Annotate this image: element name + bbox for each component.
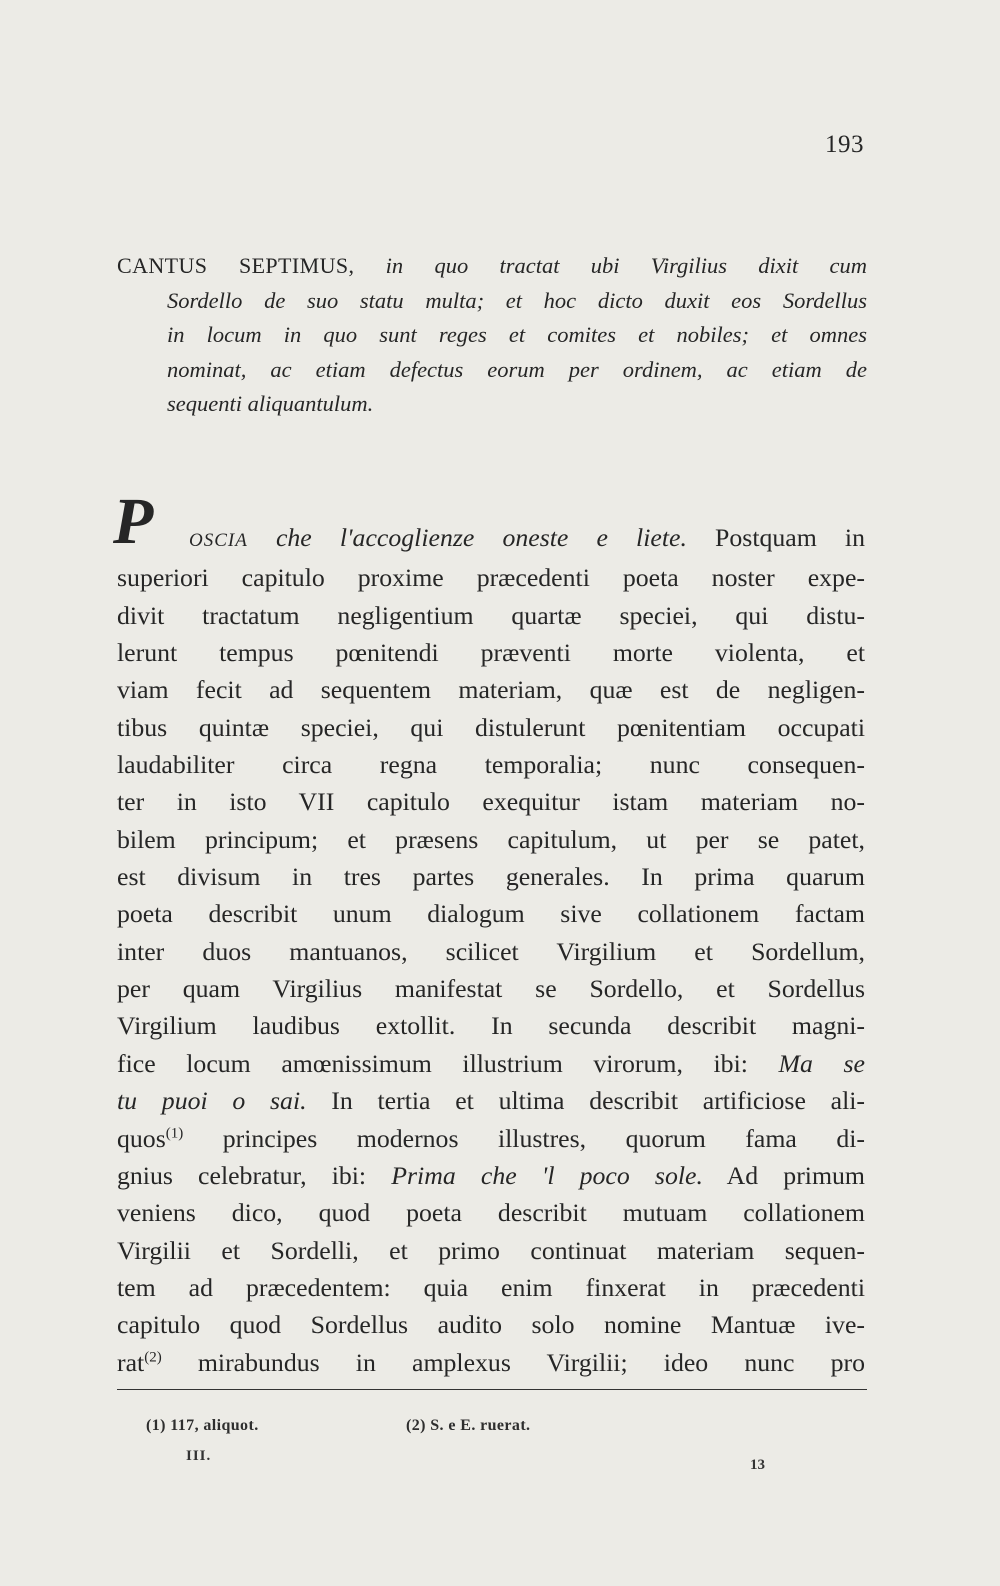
text-line: poeta describit unum dialogum sive collationem factam bbox=[117, 899, 865, 929]
text-line: divit tractatum negligentium quartæ speciei, qui distu- bbox=[117, 600, 865, 630]
heading-line: CANTUS SEPTIMUS, in quo tractat ubi Virgilius dixit cum bbox=[117, 253, 867, 278]
text-line: Virgilium laudibus extollit. In secunda describit magni- bbox=[117, 1011, 865, 1041]
quire-mark: 13 bbox=[750, 1457, 765, 1473]
text-line: capitulo quod Sordellus audito solo nomine Mantuæ ive- bbox=[117, 1310, 865, 1340]
commentary-text bbox=[113, 485, 866, 1381]
canto-title: CANTUS SEPTIMUS, bbox=[117, 253, 355, 278]
text-line: OSCIA che l'accoglienze oneste e liete. Postquam in bbox=[189, 523, 866, 552]
canto-heading bbox=[117, 249, 867, 422]
text-line: lerunt tempus pœnitendi præventi morte violenta, et bbox=[117, 638, 865, 668]
drop-cap: P bbox=[113, 485, 154, 558]
footnote-2: (2) S. e E. ruerat. bbox=[406, 1417, 531, 1434]
volume-signature: III. bbox=[186, 1448, 212, 1464]
text-line: rat$^{(2)}$ mirabundus in amplexus Virgilii; ideo nunc pro bbox=[117, 1347, 865, 1377]
text-line: bilem principum; et præsens capitulum, ut per se patet, bbox=[117, 824, 865, 854]
text-line: Virgilii et Sordelli, et primo continuat materiam sequen- bbox=[117, 1235, 865, 1265]
footnote-ref-2[interactable]: (2) bbox=[144, 1348, 162, 1365]
text-line: inter duos mantuanos, scilicet Virgilium et Sordellum, bbox=[117, 936, 865, 966]
page-number: 193 bbox=[825, 131, 864, 158]
text-line: gnius celebratur, ibi: Prima che 'l poco sole. Ad primum bbox=[117, 1160, 865, 1190]
text-line: per quam Virgilius manifestat se Sordello, et Sordellus bbox=[117, 974, 865, 1004]
text-line: tu puoi o sai. In tertia et ultima describit artificiose ali- bbox=[117, 1086, 865, 1116]
text-line: ter in isto VII capitulo exequitur istam materiam no- bbox=[117, 787, 865, 817]
text-line: quos$^{(1)}$ principes modernos illustres, quorum fama di- bbox=[117, 1123, 865, 1153]
footnote-ref-1[interactable]: (1) bbox=[165, 1124, 184, 1141]
heading-line: nominat, ac etiam defectus eorum per ordinem, ac etiam de bbox=[167, 356, 867, 382]
text-line: laudabiliter circa regna temporalia; nunc consequen- bbox=[117, 750, 865, 780]
heading-line: sequenti aliquantulum. bbox=[167, 391, 374, 416]
text-line: tibus quintæ speciei, qui distulerunt pœnitentiam occupati bbox=[117, 712, 865, 742]
heading-line: Sordello de suo statu multa; et hoc dicto duxit eos Sordellus bbox=[167, 287, 867, 313]
text-line: fice locum amœnissimum illustrium virorum, ibi: Ma se bbox=[117, 1048, 866, 1078]
footnote-rule bbox=[117, 1389, 867, 1390]
text-line: tem ad præcedentem: quia enim finxerat in præcedenti bbox=[117, 1272, 865, 1302]
footnote-1: (1) 117, aliquot. bbox=[146, 1417, 259, 1434]
text-line: est divisum in tres partes generales. In prima quarum bbox=[117, 862, 865, 892]
text-line: viam fecit ad sequentem materiam, quæ est de negligen- bbox=[117, 675, 865, 705]
heading-line: in locum in quo sunt reges et comites et nobiles; et omnes bbox=[167, 322, 867, 347]
text-line: superiori capitulo proxime præcedenti poeta noster expe- bbox=[117, 563, 865, 593]
text-line: veniens dico, quod poeta describit mutuam collationem bbox=[117, 1198, 865, 1228]
